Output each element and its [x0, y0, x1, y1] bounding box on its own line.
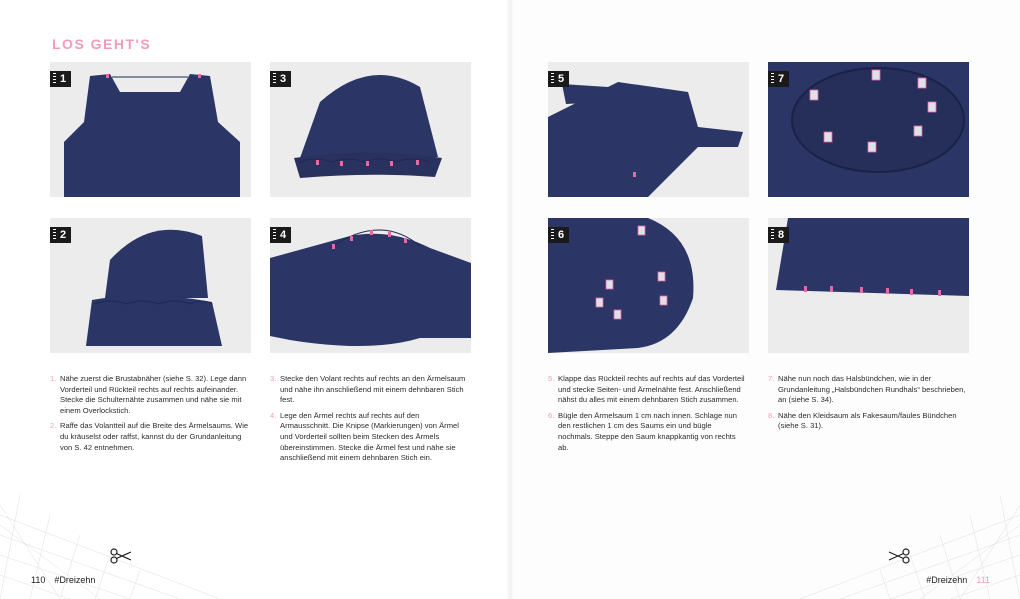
step-photo-4 — [270, 218, 471, 353]
step-number: 3. — [270, 374, 277, 383]
step-number: 5. — [548, 374, 555, 383]
step-text: Stecke den Volant rechts auf rechts an den Ärmelsaum und nähe ihn anschließend mit einem dehnbaren Stich fest. — [280, 374, 466, 405]
step-number: 7. — [768, 374, 775, 383]
step-number: 2. — [50, 421, 57, 431]
step-text: Klappe das Rückteil rechts auf rechts auf das Vorderteil und stecke Seiten- und Ärmelnähte fest. Anschließend nähst du alles mit einem dehnbaren Stich zusammen. — [558, 374, 745, 405]
ruffle-pinned-sleeve-image — [270, 62, 471, 197]
step-photo-5 — [548, 62, 749, 197]
step-text: Nähe nun noch das Halsbündchen, wie in der Grundanleitung „Halsbündchen Rundhals“ beschrieben, an (siehe S. 34). — [778, 374, 966, 405]
step-1 — [50, 374, 250, 416]
step-photo-1 — [50, 62, 251, 197]
step-badge-4: 4 — [270, 227, 291, 243]
footer-left — [31, 575, 95, 585]
step-photo-8 — [768, 218, 969, 353]
scissors-icon — [110, 548, 132, 564]
footer-hashtag-left: #Dreizehn — [54, 575, 96, 585]
step-text: Nähe den Kleidsaum als Fakesaum/faules Bündchen (siehe S. 31). — [778, 410, 957, 431]
step-photo-3 — [270, 62, 471, 197]
step-badge-3: 3 — [270, 71, 291, 87]
step-badge-1: 1 — [50, 71, 71, 87]
step-badge-5: 5 — [548, 71, 569, 87]
steps-column-3 — [548, 374, 748, 458]
step-3 — [270, 374, 470, 406]
steps-column-1 — [50, 374, 250, 458]
scissors-icon — [888, 548, 910, 564]
step-4 — [270, 411, 470, 464]
step-number: 8. — [768, 410, 775, 420]
step-badge-7: 7 — [768, 71, 789, 87]
bodice-front-image — [50, 62, 251, 197]
step-photo-6 — [548, 218, 749, 353]
step-number: 1. — [50, 374, 57, 383]
step-7 — [768, 374, 968, 406]
section-title: LOS GEHT'S — [52, 36, 152, 52]
sleeve-hem-clipped-image — [548, 218, 749, 353]
sleeve-and-ruffle-image — [50, 218, 251, 353]
step-number: 6. — [548, 410, 555, 420]
dress-folded-image — [548, 62, 749, 197]
step-number: 4. — [270, 410, 277, 420]
page-gutter — [506, 0, 514, 599]
step-text: Raffe das Volantteil auf die Breite des Ärmelsaums. Wie du kräuselst oder raffst, kannst du der Grundanleitung von S. 42 entnehmen. — [60, 421, 249, 452]
step-badge-8: 8 — [768, 227, 789, 243]
step-photo-2 — [50, 218, 251, 353]
page-number-left: 110 — [31, 575, 46, 585]
step-6 — [548, 411, 748, 453]
step-photo-7 — [768, 62, 969, 197]
footer-hashtag-right: #Dreizehn — [926, 575, 968, 585]
step-8 — [768, 411, 968, 432]
page-number-right: 111 — [976, 575, 990, 585]
step-text: Lege den Ärmel rechts auf rechts auf den Armausschnitt. Die Knipse (Markierungen) von Ärmel und Vorderteil sollten beim Stecken des Ärmels übereinstimmen. Stecke die Ärmel fest und nähe sie anschließend mit einem dehnbaren Stich ein. — [280, 410, 459, 463]
step-text: Bügle den Ärmelsaum 1 cm nach innen. Schlage nun den restlichen 1 cm des Saums ein und bügle nochmals. Steppe den Saum knappkantig von rechts ab. — [558, 410, 737, 452]
dress-hem-pinned-image — [768, 218, 969, 353]
footer-right — [926, 575, 990, 585]
step-badge-2: 2 — [50, 227, 71, 243]
sleeve-pinned-armhole-image — [270, 218, 471, 353]
neckband-clipped-image — [768, 62, 969, 197]
step-2 — [50, 421, 250, 453]
step-badge-6: 6 — [548, 227, 569, 243]
steps-column-2 — [270, 374, 470, 469]
step-text: Nähe zuerst die Brustabnäher (siehe S. 32). Lege dann Vorderteil und Rückteil rechts auf rechts aufeinander. Stecke die Schulternähte zusammen und nähe sie mit einem Overlockstich. — [60, 374, 247, 415]
steps-column-4 — [768, 374, 968, 437]
step-5 — [548, 374, 748, 406]
